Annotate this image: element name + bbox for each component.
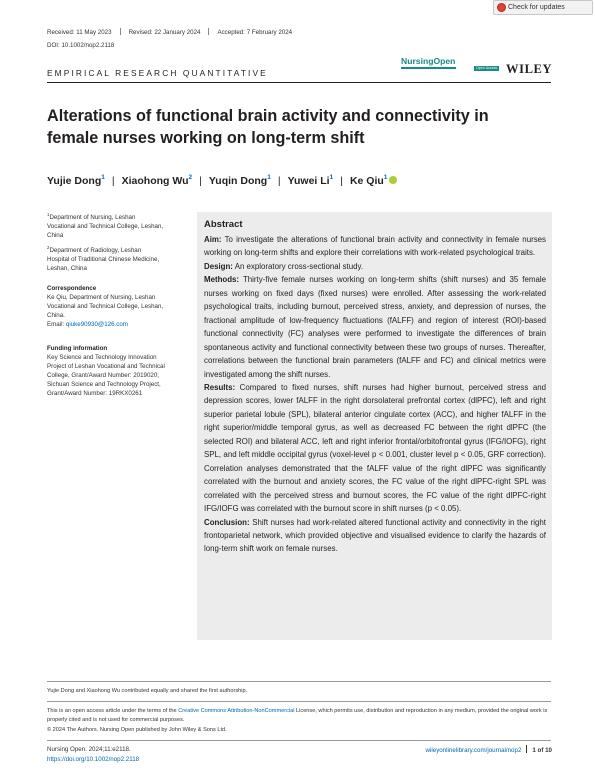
author-affiliation[interactable]: 1 [329, 174, 334, 181]
design-label: Design: [204, 261, 233, 271]
affiliation-line: China [47, 231, 64, 239]
footer-divider [47, 740, 551, 741]
conclusion-label: Conclusion: [204, 517, 250, 527]
affiliation-line: Leshan, China [47, 264, 87, 272]
title-line: Alterations of functional brain activity and connectivity in [47, 107, 489, 125]
header-divider [47, 82, 551, 83]
received-date: Received: 11 May 2023 [47, 29, 112, 36]
results-label: Results: [204, 382, 236, 392]
doi-link[interactable]: https://doi.org/10.1002/nop2.2118 [47, 756, 140, 763]
abstract-box [197, 212, 552, 640]
revised-date: Revised: 22 January 2024 [128, 29, 201, 36]
contribution-note: Yujie Dong and Xiaohong Wu contributed equally and shared the first authorship. [47, 688, 248, 694]
date-separator [208, 28, 209, 35]
license-text: This is an open access article under the terms of the [47, 708, 179, 714]
abstract-methods [204, 273, 546, 381]
author-list [47, 174, 397, 187]
correspondence-line: Vocational and Technical College, Leshan, [47, 302, 164, 310]
author-affiliation[interactable]: 2 [188, 174, 193, 181]
affiliation-1 [47, 211, 192, 241]
author-name[interactable]: Yujie Dong [47, 175, 102, 187]
footer-journal-block [400, 745, 552, 754]
affiliation-2 [47, 244, 192, 274]
article-dates [47, 28, 292, 36]
open-access-badge: Open Access [476, 66, 498, 70]
affiliation-number: 1 [47, 212, 50, 217]
author-name[interactable]: Xiaohong Wu [121, 175, 189, 187]
affiliation-number: 2 [47, 245, 50, 250]
abstract-title: Abstract [204, 219, 243, 230]
journal-logo: NursingOpen [401, 56, 456, 66]
check-updates-icon [497, 3, 506, 12]
author-name[interactable]: Yuqin Dong [208, 175, 268, 187]
journal-logo-underline [401, 67, 456, 69]
author-separator: | [340, 175, 343, 187]
correspondence-heading: Correspondence [47, 285, 97, 292]
date-separator [120, 28, 121, 35]
aim-label: Aim: [204, 235, 222, 244]
footer-citation-block [47, 745, 139, 765]
check-updates-label: Check for updates [508, 4, 565, 11]
funding-line: Project of Leshan Vocational and Technical [47, 362, 165, 370]
title-line: female nurses working on long-term shift [47, 128, 365, 147]
affiliation-line: Hospital of Traditional Chinese Medicine, [47, 255, 160, 263]
funding-line: Key Science and Technology Innovation [47, 353, 157, 361]
author-affiliation[interactable]: 1 [101, 174, 105, 181]
results-text: Compared to fixed nurses, shift nurses had higher burnout, perceived stress and depression scores, lower fALFF in the right dorsolateral prefrontal cortex (dlPFC), left and right superior parietal lobule (SPL), bilateral anterior cingulate cortex (ACC), and higher fALFF in the right superior/middle temporal gyrus, as well as decreased FC between the right dlPFC (the selected ROI) and bilateral ACC, left and right inferior frontal/orbitofrontal gyrus (IFG/IOFG), right SPL, and left middle occipital gyrus (voxel-level p < 0.001, cluster level p < 0.05, GRF correction). Correlation analyses demonstrated that the fALFF value of the right dlPFC was significantly correlated with the burnout and anxiety scores, the FC value of the right dlPFC-right SPL was correlated with the perceived stress and burnout scores, the FC value of the right dlPFC-right IFG/IOFG was correlated with the burnout score in shift nurses (p < 0.05). [204, 382, 546, 514]
affiliation-line: Department of Nursing, Leshan [49, 214, 136, 221]
funding-block [47, 345, 192, 398]
author-affiliation[interactable]: 1 [383, 174, 388, 181]
funding-line: Grant/Award Number: 19RKX0261 [47, 389, 143, 397]
journal-citation: Nursing Open. 2024;11:e2118. [47, 746, 131, 753]
correspondence-block [47, 285, 192, 330]
doi: DOI: 10.1002/nop2.2118 [47, 42, 115, 49]
funding-line: College, Grant/Award Number: 2019020; [47, 371, 160, 379]
methods-text: Thirty-five female nurses working on long-term shifts (shift nurses) and 35 female nurses working on fixed days (fixed nurses) were enrolled. After assessing the work-related psychological traits, including burnout, perceived stress, anxiety, and depression of nurses, the fractional amplitude of low-frequency fluctuations (fALFF) and region of interest (ROI)-based functional connectivity (FC) analyses were performed to investigate the differences of brain spontaneous activity and functional connectivity between these two groups of nurses. Thereafter, correlations between the functional brain parameters (fALFF and FC) and clinical metrics were investigated among the shift nurses. [204, 275, 546, 379]
conclusion-text: Shift nurses had work-related altered functional activity and connectivity in the right frontoparietal network, which provided objective and visualised evidence to clarify the hazards of long-term shift work on female nurses. [204, 517, 546, 554]
abstract-aim [204, 233, 546, 260]
check-for-updates-badge[interactable] [493, 0, 593, 15]
orcid-icon[interactable] [389, 176, 397, 184]
section-label: EMPIRICAL RESEARCH QUANTITATIVE [47, 68, 268, 78]
license-link[interactable]: Creative Commons Attribution-NonCommercial [178, 708, 295, 714]
correspondence-line: China. [47, 311, 65, 319]
page-number: 1 of 10 [532, 747, 552, 754]
author-name[interactable]: Ke Qiu [349, 175, 384, 187]
methods-label: Methods: [204, 275, 240, 285]
author-separator: | [199, 175, 202, 187]
license-text: License, which permits use, distribution and reproduction in any medium, provided the original work is properly cited and is not used for commercial purposes. [47, 708, 548, 724]
abstract-conclusion [204, 516, 546, 556]
author-separator: | [277, 175, 281, 187]
footnote-divider [47, 681, 551, 682]
funding-line: Sichuan Science and Technology Project, [47, 380, 161, 388]
aim-text: To investigate the alterations of functional brain activity and connectivity in female nurses working on long-term shifts and explore their correlations with work-related psychological traits. [204, 235, 546, 258]
abstract-design [204, 260, 546, 273]
design-text: An exploratory cross-sectional study. [232, 261, 364, 271]
article-title [47, 106, 547, 149]
correspondence-line: Ke Qiu, Department of Nursing, Leshan [47, 293, 156, 301]
accepted-date: Accepted: 7 February 2024 [217, 29, 293, 36]
publisher-logo: WILEY [506, 62, 553, 76]
affiliation-line: Department of Radiology, Leshan [49, 247, 142, 254]
abstract-results [204, 381, 546, 516]
author-affiliation[interactable]: 1 [267, 174, 271, 181]
author-separator: | [111, 175, 115, 187]
funding-heading: Funding information [47, 345, 108, 352]
license-divider [47, 701, 551, 702]
license-notice [47, 707, 552, 735]
affiliation-line: Vocational and Technical College, Leshan, [47, 222, 164, 230]
journal-url-link[interactable]: wileyonlinelibrary.com/journal/nop2 [425, 747, 522, 754]
author-name[interactable]: Yuwei Li [287, 175, 330, 187]
email-label: Email: [47, 320, 66, 328]
email-link[interactable]: qiuke90930@126.com [65, 320, 128, 328]
footer-separator [526, 745, 527, 753]
copyright-line: © 2024 The Authors. Nursing Open published by John Wiley & Sons Ltd. [47, 726, 227, 733]
